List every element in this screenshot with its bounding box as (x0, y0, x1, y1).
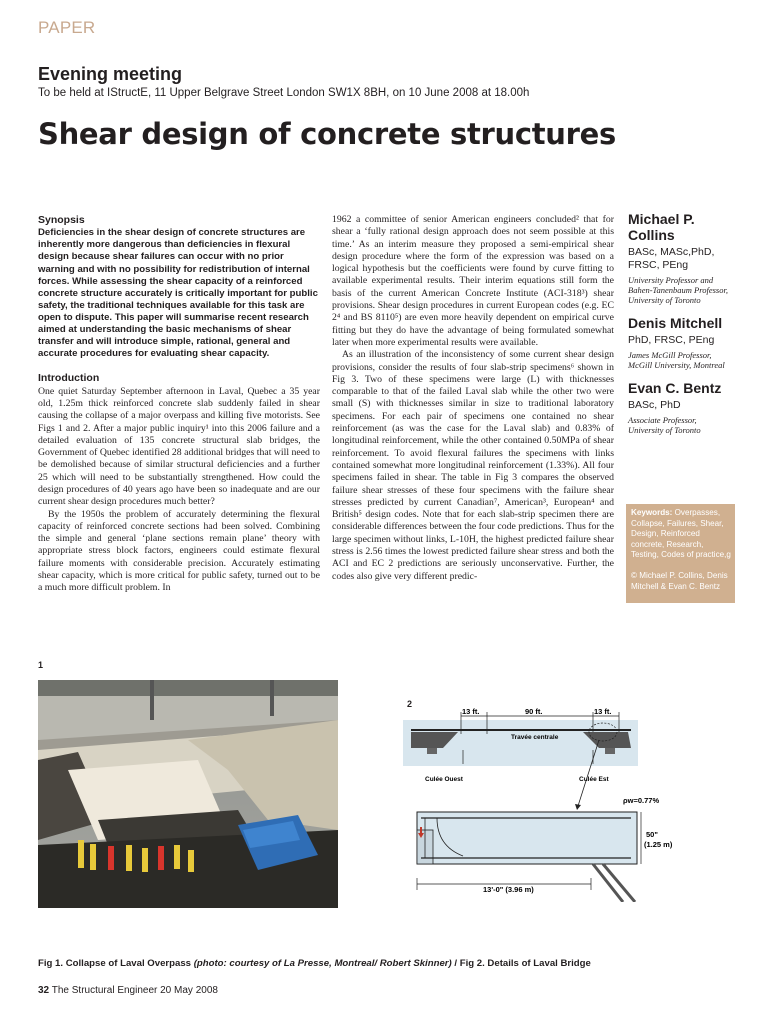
author-block (628, 315, 734, 370)
depth-label: 50" (646, 830, 658, 839)
intro-paragraph-2: By the 1950s the problem of accurately determining the flexural capacity of reinforced concrete sections had been solved. Combining the simple and general ‘plane sections remain plane’ theory with appropriate stress block factors, engineers could estimate flexural failure moments with considerable precision. Accurately estimating shear capacity, which is more critical for public safety, turned out to be a much more difficult problem. In (38, 508, 320, 594)
text-column-middle (332, 214, 614, 583)
intro-paragraph-4: As an illustration of the inconsistency of some current shear design provisions, consider the results of four slab-strip specimens⁶ shown in Fig 3. Two of these specimens were large (L) with thicknesses comparable to that of the failed Laval slab while the other two were small (S) with thicknesses similar in size to traditional laboratory specimens. For each pair of specimens one contained no shear reinforcement (as was the case for the Laval slab) and 0.83% of longitudinal reinforcement, while the other contained 0.50MPa of shear reinforcement. To avoid flexural failures the specimens with links contained somewhat more longitudinal reinforcement (1.33%). All four specimens failed in shear. The table in Fig 3 compares the observed failure shear stresses of these four specimens with the failure shear stresses predicted by current Canadian⁷, American³, European⁴ and British⁵ design codes. Note that for each slab-strip specimen there are considerable differences between the four code predictions. Thus for the large specimen without links, L-10H, the highest predicted failure shear stress is 2.56 times the lowest predicted failure shear stress and both the ACI and EC 2 predictions are seriously unconservative. Further, the codes also give very different predic- (332, 349, 614, 582)
depth-metric-label: (1.25 m) (644, 840, 673, 849)
text-column-left (38, 214, 320, 595)
paper-title: Shear design of concrete structures (38, 117, 616, 151)
laval-bridge-details-diagram (403, 706, 693, 902)
author-name: Denis Mitchell (628, 315, 723, 331)
introduction-heading: Introduction (38, 372, 100, 385)
span-label-middle: 90 ft. (525, 707, 543, 716)
author-block (628, 211, 734, 305)
deck-label: Travée centrale (511, 734, 559, 741)
synopsis-text: Deficiencies in the shear design of concrete structures are inherently more dangerous than deficiencies in flexural design because shear failures can occur with no prior warning and with no possibility for redistribution of internal forces. While assessing the shear capacity of a reinforced concrete structure accurately is critically important for public safety, the traditional techniques available for this task are open to dispute. This paper will summarise recent research aimed at understanding the basic mechanisms of shear transfer and will introduce simple, rational, general and accurate procedures for evaluating shear capacity. (38, 227, 318, 360)
author-qualifications: BASc, MASc,PhD, FRSC, PEng (628, 246, 715, 271)
fig1-photo-credit: (photo: courtesy of La Presse, Montreal/ Robert Skinner) (193, 958, 452, 969)
author-affiliation: James McGill Professor, McGill University, Montreal (628, 350, 725, 370)
abutment-label-east: Culée Est (579, 776, 609, 783)
copyright-notice: © Michael P. Collins, Denis Mitchell & Evan C. Bentz (631, 570, 728, 591)
meeting-venue-text: To be held at IStructE, 11 Upper Belgrave Street London SW1X 8BH, on 10 June 2008 at 18.00h (38, 87, 530, 99)
span-label-right: 13 ft. (594, 707, 612, 716)
figure-1-number: 1 (38, 660, 44, 670)
fig2-caption: Fig 2. Details of Laval Bridge (459, 958, 591, 969)
intro-paragraph-3: 1962 a committee of senior American engineers concluded² that for shear a ‘fully rational design approach does not seem possible at this time.’ As an interim measure they proposed a semi-empirical shear design procedure where the form of the expression was based on a logical hypothesis but the coefficients were found by curve fitting to available experimental results. Their interim equations still form the basis of the current American Concrete Institute (ACI-318³) shear provisions. Shear design procedures in current European codes (e.g. EC 2⁴ and BS 8110⁵) are even more heavily dependent on empirical curve fitting but they do have the advantage of being formulated somewhat later when more experimental results were available. (332, 214, 614, 348)
reinforcement-ratio-label: ρw=0.77% (623, 796, 660, 805)
overpass-collapse-photo (38, 680, 338, 908)
keywords-label: Keywords: (631, 508, 673, 517)
fig1-caption: Fig 1. Collapse of Laval Overpass (38, 958, 192, 969)
author-name: Michael P. Collins (628, 211, 695, 243)
author-affiliation: Associate Professor, University of Toronto (628, 415, 701, 435)
author-qualifications: BASc, PhD (628, 399, 681, 411)
author-list (628, 211, 734, 445)
synopsis-heading: Synopsis (38, 214, 85, 226)
evening-meeting-heading: Evening meeting (38, 64, 183, 84)
section-tag: PAPER (38, 18, 96, 37)
span-label-left: 13 ft. (462, 707, 480, 716)
figure-2-number: 2 (407, 699, 413, 709)
abutment-label-west: Culée Ouest (425, 776, 463, 783)
keywords-list: Overpasses, Collapse, Failures, Shear, Design, Reinforced concrete, Research, Testing, Codes of practice,g (631, 508, 731, 560)
intro-paragraph-1: One quiet Saturday September afternoon in Laval, Quebec a 35 year old, 1.25m thick reinforced concrete slab suddenly failed in shear causing the collapse of a major overpass and killing five motorists. See Figs 1 and 2. After a major public inquiry¹ into this 2006 failure and a detailed evaluation of 135 concrete structural slab bridges, the Government of Quebec identified 28 additional bridges that will need to be demolished because of similar structural deficiencies and a further 25 which will need to be substantially strengthened. How could the design procedures of 40 years ago have been so inadequate and are our current shear design procedures much better? (38, 385, 320, 508)
page-footer (38, 985, 218, 996)
author-affiliation: University Professor and Bahen-Tanenbaum Professor, University of Toronto (628, 275, 728, 305)
keywords-box (626, 504, 735, 603)
journal-name: The Structural Engineer 20 May 2008 (51, 985, 218, 996)
author-name: Evan C. Bentz (628, 380, 722, 396)
author-qualifications: PhD, FRSC, PEng (628, 334, 715, 346)
length-label: 13'-0" (3.96 m) (483, 885, 534, 894)
figure-caption (38, 958, 591, 969)
author-block (628, 380, 734, 435)
figure-2-diagram (403, 706, 693, 902)
figure-1-photo (38, 680, 338, 908)
caption-separator: / (451, 958, 460, 969)
page-number: 32 (38, 985, 50, 996)
